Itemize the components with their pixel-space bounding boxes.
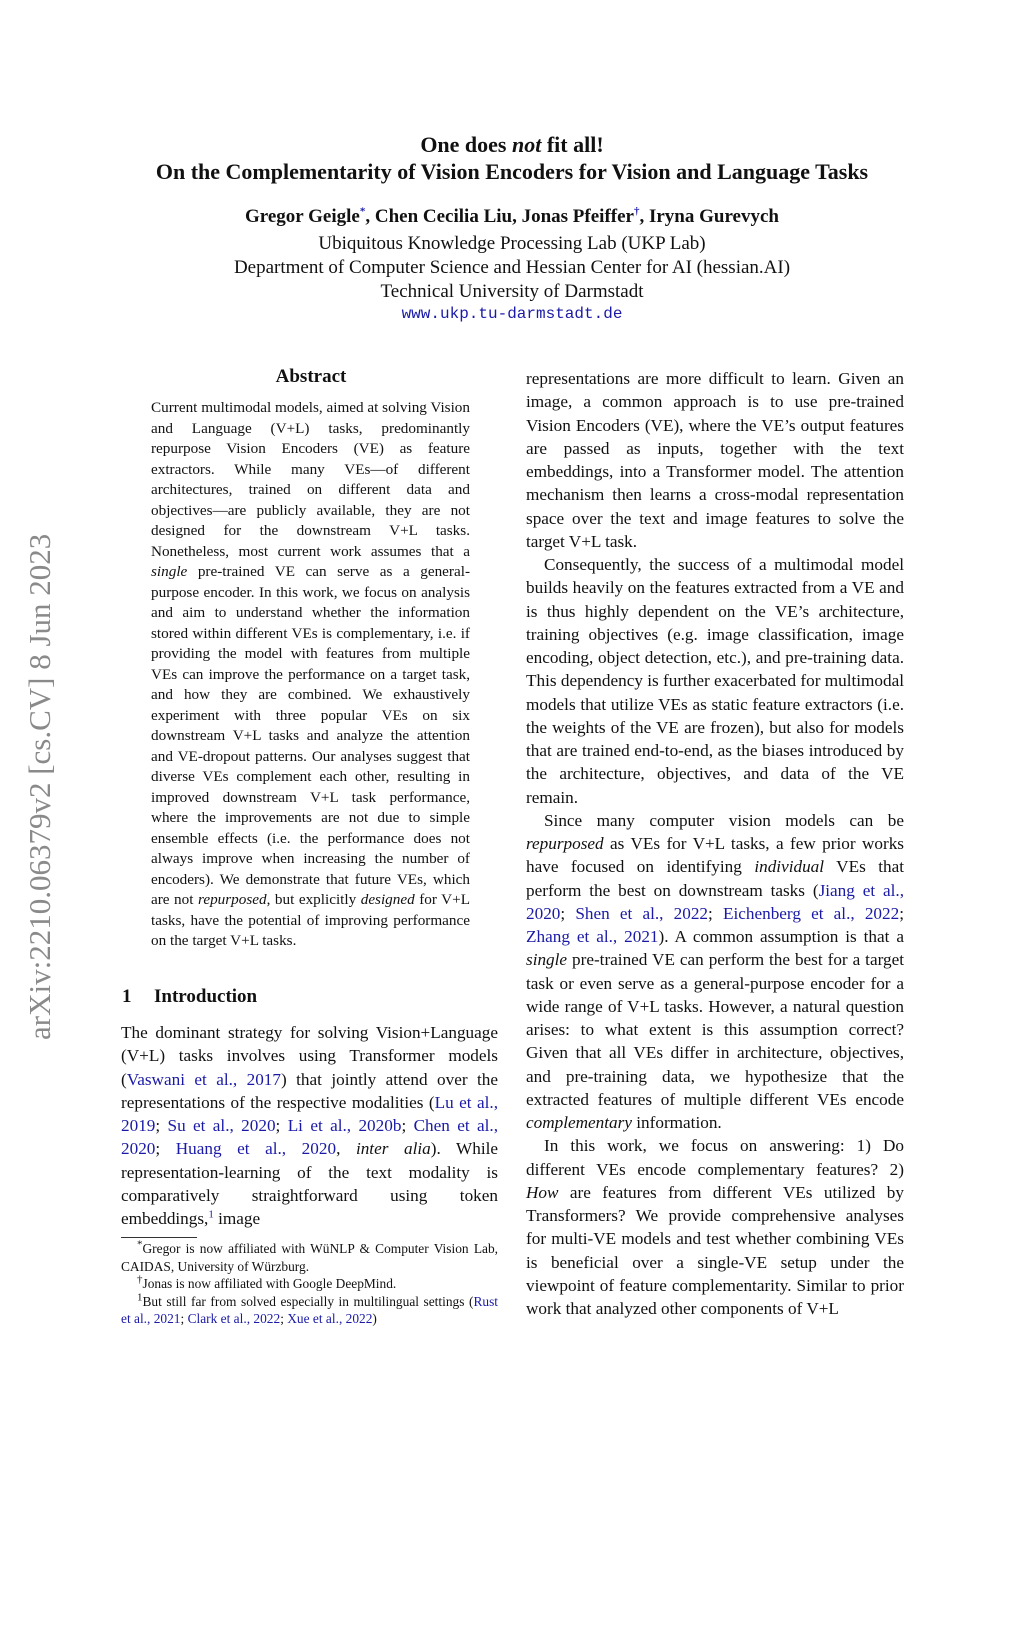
body-text: ; [899,903,904,923]
abstract-body [151,398,470,952]
citation-link[interactable]: Vaswani et al., 2017 [126,1069,281,1089]
footnote-mark: * [137,1238,143,1251]
paper-title-line2: On the Complementarity of Vision Encoders for Vision and Language Tasks [155,159,869,184]
section-title: Introduction [154,986,258,1007]
abstract-emphasis: designed [360,891,415,908]
footnote-mark[interactable]: † [633,205,640,218]
affiliation-university: Technical University of Darmstadt [380,281,644,302]
abstract-heading: Abstract [275,366,347,387]
footnote-text: Gregor is now affiliated with WüNLP & Computer Vision Lab, CAIDAS, University of Würzburg. [121,1241,498,1274]
arxiv-sidebar [22,533,66,1640]
abstract-text: for V+L tasks, have the potential of improving performance on the target V+L tasks. [151,891,470,949]
lab-url-link[interactable]: www.ukp.tu-darmstadt.de [401,305,623,323]
citation-link[interactable]: Li et al., 2020b [287,1116,402,1136]
body-emphasis: complementary [526,1113,632,1132]
body-text: ; [708,903,723,923]
citation-link[interactable]: Chen et al., 2020 [121,1116,498,1159]
paper-title-line1 [0,130,1024,160]
abstract-emphasis: single [151,563,188,580]
body-emphasis: individual [754,857,825,877]
author-name: , Iryna Gurevych [639,206,779,227]
introduction-paragraph [121,1021,498,1231]
body-text: are features from different VEs utilized by Transformers? We provide comprehensive analyses for multi-VE models and test whether combining VEs is beneficial over a single-VE setup under the viewpoint of feature complementarity. Similar to prior work that analyzed other components of V+L [526,1182,904,1318]
body-text: , [336,1139,356,1159]
body-text: The dominant strategy for solving Vision+Language (V+L) tasks involves using Transformer models ( [121,1023,498,1089]
citation-link[interactable]: Su et al., 2020 [167,1116,276,1136]
section-number: 1 [122,986,132,1007]
citation-link[interactable]: Zhang et al., 2021 [526,927,659,946]
citation-link[interactable]: Eichenberg et al., 2022 [722,903,900,923]
citation-link[interactable]: Jiang et al., 2020 [526,880,904,923]
citation-link[interactable]: Shen et al., 2022 [575,903,709,923]
body-text: ; [401,1116,414,1136]
footnote-mark: 1 [137,1291,143,1304]
footnote [121,1240,498,1275]
footnotes [121,1240,498,1328]
abstract-text: , but explicitly [266,891,361,908]
body-text: ; [155,1116,168,1136]
citation-link[interactable]: Clark et al., 2022 [187,1311,281,1326]
author-name: Gregor Geigle [245,206,360,227]
body-text: information. [631,1113,722,1132]
citation-link[interactable]: Xue et al., 2022 [287,1311,373,1326]
body-text: ; [560,903,576,923]
citation-link[interactable]: Rust et al., 2021 [121,1293,498,1326]
footnote-mark[interactable]: * [359,205,366,218]
footnote [121,1275,498,1293]
footnote-text: ; [180,1311,188,1326]
footnote-mark: † [137,1273,143,1286]
body-text: as VEs for V+L tasks, a few prior works have focused on identifying [526,834,904,877]
title-emphasis: not [512,132,542,157]
title-text: One does [420,132,512,157]
body-emphasis: How [526,1182,559,1202]
paragraph [526,809,904,1135]
abstract-emphasis: repurposed [197,891,267,908]
author-name: , Chen Cecilia Liu, Jonas Pfeiffer [365,206,634,227]
footnote-text: ) [372,1311,377,1326]
body-emphasis: single [526,950,568,970]
body-text: ). While representation-learning of the text modality is comparatively straightforward using token embeddings, [121,1139,498,1229]
citation-link[interactable]: Huang et al., 2020 [175,1139,337,1159]
footnote-divider [121,1237,197,1238]
footnote-mark[interactable]: 1 [208,1208,214,1221]
footnote [121,1293,498,1328]
body-text: ). A common assumption is that a [658,927,904,946]
body-text: VEs that perform the best on downstream tasks ( [526,857,904,900]
body-text: ) that jointly attend over the representations of the respective modalities ( [121,1069,498,1112]
footnote-text: ; [280,1311,288,1326]
footnote-text: Jonas is now affiliated with Google DeepMind. [142,1276,397,1291]
body-text: image [213,1209,261,1229]
body-text: ; [275,1116,288,1136]
paragraph: Consequently, the success of a multimodal model builds heavily on the features extracted from a VE and is thus highly dependent on the VE’s architecture, training objectives (e.g. image classification, image encoding, object detection, etc.), and pre-training data. This dependency is further exacerbated for multimodal models that utilize VEs as static feature extractors (i.e. the weights of the VE are frozen), but also for models that are trained end-to-end, as the biases introduced by the architecture, objectives, and data of the VE remain. [526,555,904,807]
citation-link[interactable]: Lu et al., 2019 [121,1092,498,1136]
body-text: ; [155,1139,176,1159]
body-text: In this work, we focus on answering: 1) Do different VEs encode complementary features? 2) [526,1136,904,1179]
body-text: pre-trained VE can perform the best for a target task or even serve as a general-purpose encoder for a wide range of V+L tasks. However, a natural question arises: to what extent is this assumption correct? Given that all VEs differ in architecture, objectives, and pre-training data, we hypothesize that the extracted features of multiple different VEs encode [526,950,904,1109]
body-emphasis: repurposed [526,834,604,853]
right-column [526,367,904,1320]
paragraph: representations are more difficult to learn. Given an image, a common approach is to use pre-trained Vision Encoders (VE), where the VE’s output features are passed as inputs, together with the text embeddings, into a Transformer model. The attention mechanism then learns a cross-modal representation space over the text and image features to solve the target V+L task. [526,369,904,551]
section-heading-introduction [122,986,257,1008]
body-text: Since many computer vision models can be [544,810,904,830]
abstract-text: pre-trained VE can serve as a general-purpose encoder. In this work, we focus on analysis and aim to understand whether the information stored within different VEs is complementary, i.e. if providing the model with features from multiple VEs can improve the performance on a target task, and how they are combined. We exhaustively experiment with three popular VEs on six downstream V+L tasks and analyze the attention and VE-dropout patterns. Our analyses suggest that diverse VEs complement each other, resulting in improved downstream V+L task performance, where the improvements are not due to simple ensemble effects (i.e. the performance does not always improve when increasing the number of encoders). We demonstrate that future VEs, which are not [151,563,470,908]
arxiv-identifier: arXiv:2210.06379v2 [cs.CV] 8 Jun 2023 [22,533,57,1040]
affiliation-department: Department of Computer Science and Hessian Center for AI (hessian.AI) [233,257,791,278]
title-text: fit all! [541,132,604,157]
paragraph [526,1134,904,1320]
affiliation-lab: Ubiquitous Knowledge Processing Lab (UKP Lab) [318,233,706,254]
author-list [0,206,1024,228]
footnote-text: But still far from solved especially in multilingual settings ( [142,1293,474,1309]
body-emphasis: inter alia [355,1139,431,1159]
abstract-text: Current multimodal models, aimed at solving Vision and Language (V+L) tasks, predominantly repurpose Vision Encoders (VE) as feature extractors. While many VEs—of different architectures, trained on different data and objectives—are publicly available, they are not designed for the downstream V+L tasks. Nonetheless, most current work assumes that a [151,399,470,560]
